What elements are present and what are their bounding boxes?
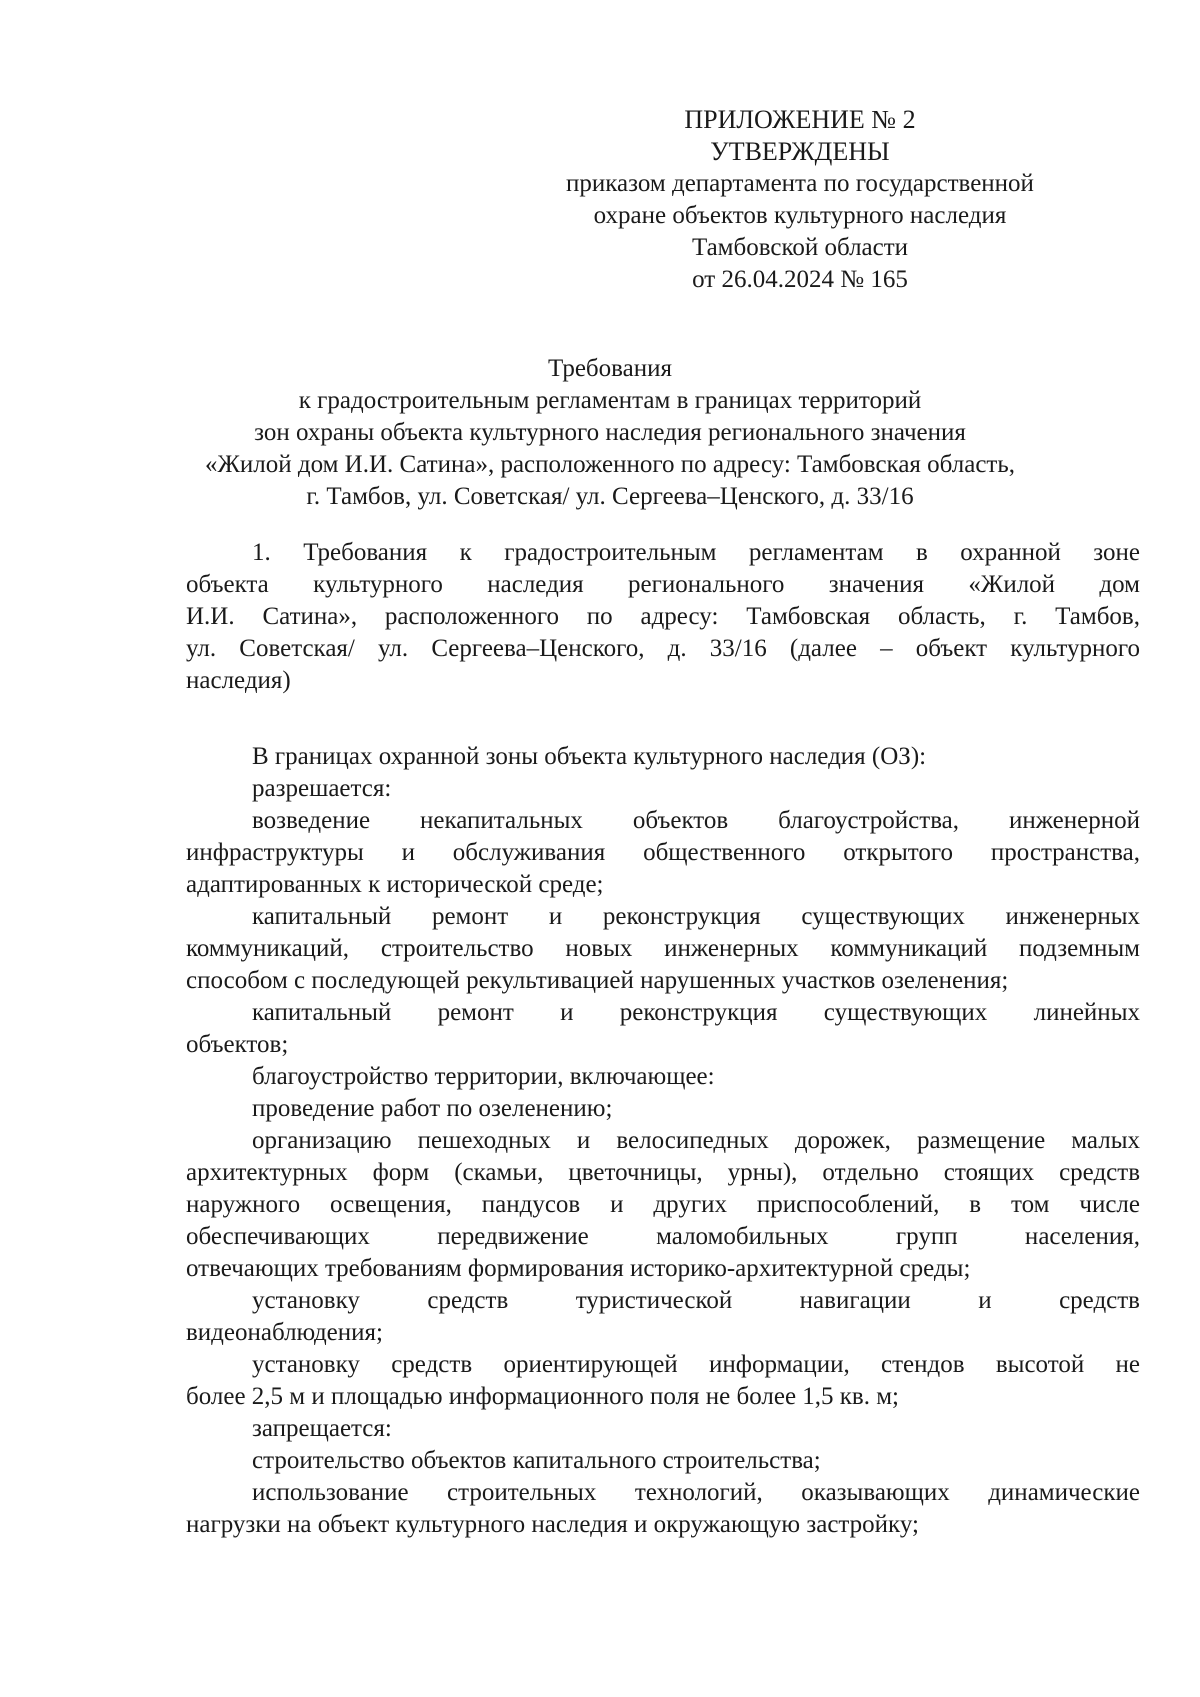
allowed-item-2-line-2: коммуникаций, строительство новых инженерных коммуникаций подземным: [186, 935, 1140, 962]
doc-title: Требования: [548, 355, 672, 382]
forbidden-label: запрещается:: [252, 1415, 392, 1442]
section1-line-5: наследия): [186, 667, 291, 694]
doc-title-line-2: к градостроительным регламентам в границах территорий: [298, 387, 922, 414]
approval-line-3: Тамбовской области: [691, 234, 909, 261]
forbidden-item-2-line-2: нагрузки на объект культурного наследия и окружающую застройку;: [186, 1511, 919, 1538]
approval-line-2: охране объектов культурного наследия: [593, 202, 1007, 229]
allowed-item-7-line-1: установку средств туристической навигации и средств: [252, 1287, 1140, 1314]
approval-line-1: приказом департамента по государственной: [566, 170, 1034, 197]
section1-line-4: ул. Советская/ ул. Сергеева–Ценского, д. 33/16 (далее – объект культурного: [186, 635, 1140, 662]
allowed-item-8-line-1: установку средств ориентирующей информации, стендов высотой не: [252, 1351, 1140, 1378]
allowed-item-8-line-2: более 2,5 м и площадью информационного поля не более 1,5 кв. м;: [186, 1383, 900, 1410]
doc-title-line-5: г. Тамбов, ул. Советская/ ул. Сергеева–Ценского, д. 33/16: [306, 483, 914, 510]
allowed-item-6-line-5: отвечающих требованиям формирования историко-архитектурной среды;: [186, 1255, 971, 1282]
allowed-item-1-line-3: адаптированных к исторической среде;: [186, 871, 604, 898]
appendix-number: ПРИЛОЖЕНИЕ № 2: [684, 105, 916, 134]
allowed-item-1-line-2: инфраструктуры и обслуживания общественного открытого пространства,: [186, 839, 1140, 866]
zone-heading: В границах охранной зоны объекта культурного наследия (ОЗ):: [252, 743, 927, 770]
doc-title-line-4: «Жилой дом И.И. Сатина», расположенного по адресу: Тамбовская область,: [204, 451, 1016, 478]
allowed-item-1-line-1: возведение некапитальных объектов благоустройства, инженерной: [252, 807, 1140, 834]
allowed-item-2-line-3: способом с последующей рекультивацией нарушенных участков озеленения;: [186, 967, 1009, 994]
section1-line-3: И.И. Сатина», расположенного по адресу: Тамбовская область, г. Тамбов,: [186, 603, 1140, 630]
allowed-item-6-line-3: наружного освещения, пандусов и других приспособлений, в том числе: [186, 1191, 1140, 1218]
approval-date-number: от 26.04.2024 № 165: [692, 266, 908, 293]
section1-line-2: объекта культурного наследия регионального значения «Жилой дом: [186, 571, 1140, 598]
allowed-item-5: проведение работ по озеленению;: [252, 1095, 613, 1122]
allowed-item-6-line-1: организацию пешеходных и велосипедных дорожек, размещение малых: [252, 1127, 1140, 1154]
doc-title-line-3: зон охраны объекта культурного наследия регионального значения: [254, 419, 966, 446]
allowed-label: разрешается:: [252, 775, 392, 802]
allowed-item-3-line-1: капитальный ремонт и реконструкция существующих линейных: [252, 999, 1140, 1026]
allowed-item-7-line-2: видеонаблюдения;: [186, 1319, 383, 1346]
allowed-item-2-line-1: капитальный ремонт и реконструкция существующих инженерных: [252, 903, 1140, 930]
forbidden-item-2-line-1: использование строительных технологий, оказывающих динамические: [252, 1479, 1140, 1506]
forbidden-item-1: строительство объектов капитального строительства;: [252, 1447, 821, 1474]
allowed-item-3-line-2: объектов;: [186, 1031, 289, 1058]
allowed-item-4: благоустройство территории, включающее:: [252, 1063, 715, 1090]
approved-label: УТВЕРЖДЕНЫ: [710, 137, 890, 166]
allowed-item-6-line-4: обеспечивающих передвижение маломобильных групп населения,: [186, 1223, 1140, 1250]
allowed-item-6-line-2: архитектурных форм (скамьи, цветочницы, урны), отдельно стоящих средств: [186, 1159, 1140, 1186]
section1-line-1: 1. Требования к градостроительным регламентам в охранной зоне: [252, 539, 1140, 566]
